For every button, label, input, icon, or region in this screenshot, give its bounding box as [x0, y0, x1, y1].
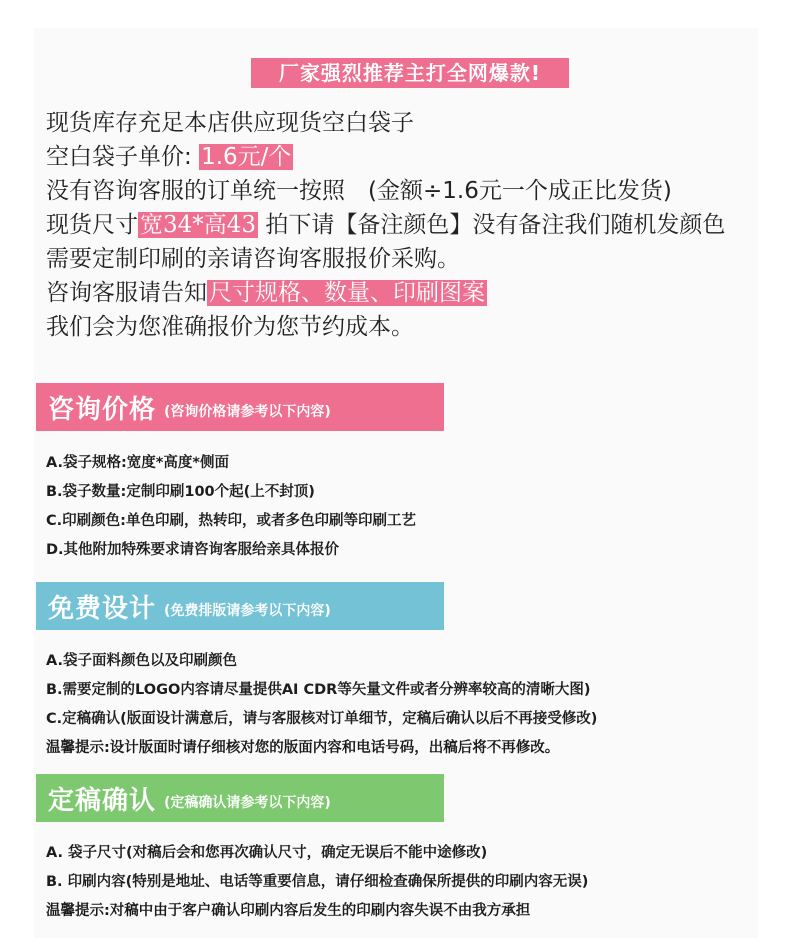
size-highlight: 宽34*高43: [140, 212, 257, 238]
intro-line-shipping: 没有咨询客服的订单统一按照 (金额÷1.6元一个成正比发货): [46, 178, 672, 204]
list-item: B.袋子数量:定制印刷100个起(上不封顶): [46, 484, 315, 500]
size-label: 现货尺寸: [46, 212, 138, 238]
list-item: A. 袋子尺寸(对稿后会和您再次确认尺寸，确定无误后不能中途修改): [46, 845, 488, 861]
consult-label: 咨询客服请告知: [46, 280, 207, 306]
list-item: B.需要定制的LOGO内容请尽量提供AI CDR等矢量文件或者分辨率较高的清晰大图): [46, 682, 591, 698]
section-header-confirm: [36, 774, 444, 822]
intro-line-consult: [46, 276, 776, 310]
section-title: 免费设计: [48, 593, 157, 624]
intro-line-size: [46, 208, 776, 242]
section-title: 定稿确认: [48, 785, 157, 816]
list-item: B. 印刷内容(特别是地址、电话等重要信息，请仔细检查确保所提供的印刷内容无误): [46, 874, 589, 890]
list-item: A.袋子面料颜色以及印刷颜色: [46, 653, 237, 669]
section-header-price: [36, 383, 444, 431]
section-subtitle: (免费排版请参考以下内容): [164, 603, 331, 619]
promo-banner: 厂家强烈推荐主打全网爆款!: [251, 58, 569, 88]
section-subtitle: (咨询价格请参考以下内容): [164, 404, 331, 420]
section-list-confirm: [46, 839, 766, 897]
section-title: 咨询价格: [48, 394, 157, 425]
intro-text: [46, 106, 776, 344]
section-header-design: [36, 582, 444, 630]
intro-line-quote: 我们会为您准确报价为您节约成本。: [46, 314, 414, 340]
design-tip: 温馨提示:设计版面时请仔细核对您的版面内容和电话号码，出稿后将不再修改。: [46, 740, 560, 756]
intro-line-price: [46, 140, 776, 174]
confirm-tip: 温馨提示:对稿中由于客户确认印刷内容后发生的印刷内容失误不由我方承担: [46, 903, 531, 919]
intro-line-custom: 需要定制印刷的亲请咨询客服报价采购。: [46, 246, 460, 272]
price-label: 空白袋子单价:: [46, 144, 192, 170]
list-item: D.其他附加特殊要求请咨询客服给亲具体报价: [46, 542, 340, 558]
section-list-price: [46, 449, 766, 565]
intro-line-stock: 现货库存充足本店供应现货空白袋子: [46, 110, 414, 136]
section-subtitle: (定稿确认请参考以下内容): [164, 795, 331, 811]
list-item: C.定稿确认(版面设计满意后，请与客服核对订单细节，定稿后确认以后不再接受修改): [46, 711, 598, 727]
list-item: C.印刷颜色:单色印刷，热转印，或者多色印刷等印刷工艺: [46, 513, 416, 529]
section-list-design: [46, 647, 766, 734]
consult-highlight: 尺寸规格、数量、印刷图案: [209, 280, 485, 306]
size-note: 拍下请【备注颜色】没有备注我们随机发颜色: [258, 212, 726, 238]
list-item: A.袋子规格:宽度*高度*侧面: [46, 455, 229, 471]
price-highlight: 1.6元/个: [201, 144, 292, 170]
